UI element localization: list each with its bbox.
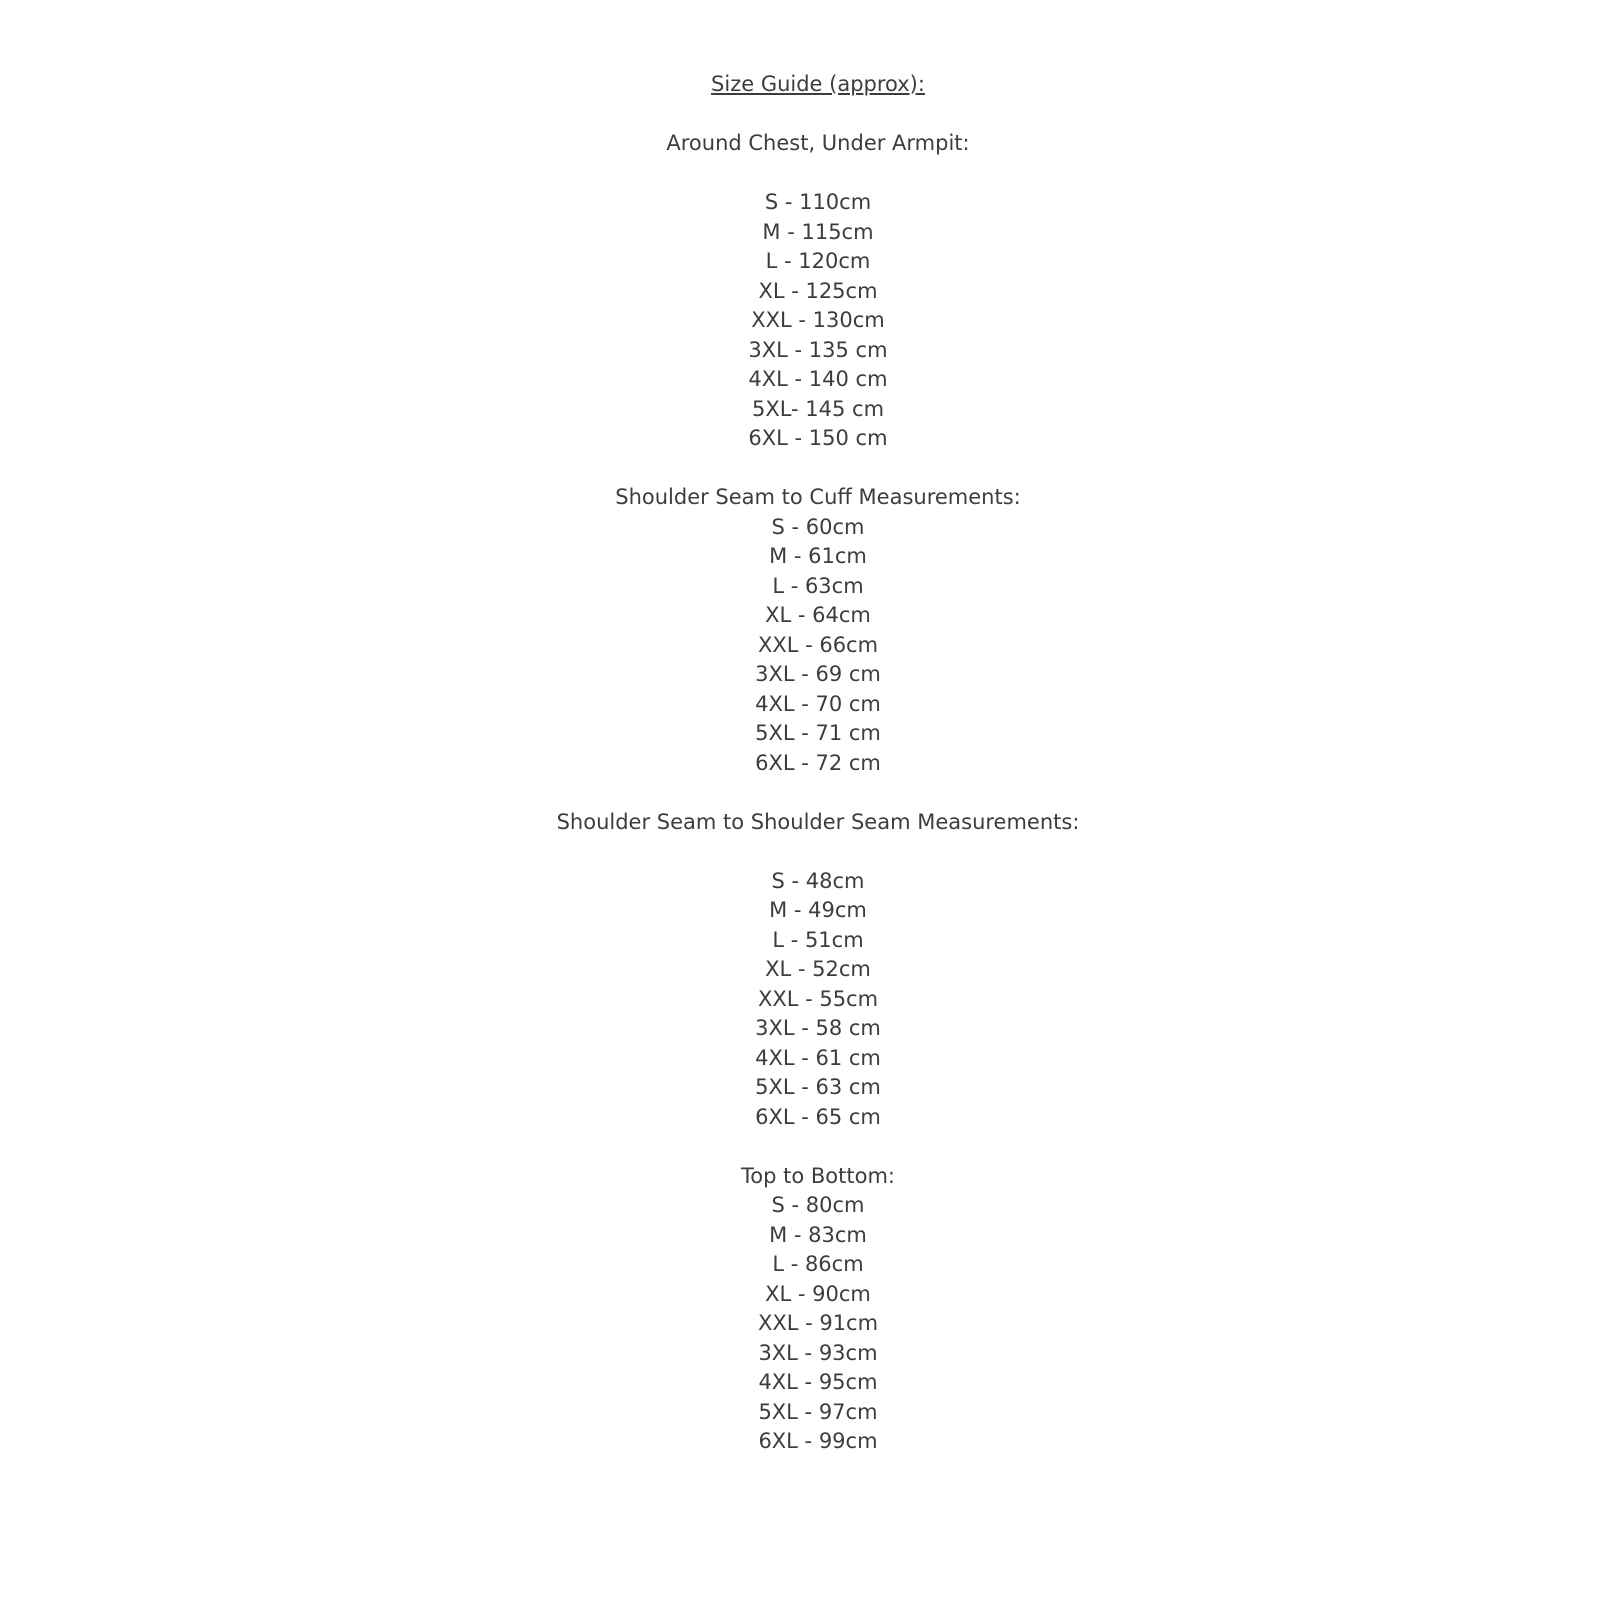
size-measurement-line: 6XL - 150 cm xyxy=(748,426,888,450)
size-measurement-line: XL - 64cm xyxy=(765,603,871,627)
size-measurement-line: 4XL - 70 cm xyxy=(755,691,881,716)
section-heading: Shoulder Seam to Cuff Measurements: xyxy=(615,485,1021,509)
size-measurement-line: M - 61cm xyxy=(769,544,867,568)
size-measurement-line: 3XL - 93cm xyxy=(758,1340,878,1365)
blank-line xyxy=(36,1132,1600,1162)
section-heading: Top to Bottom: xyxy=(741,1163,895,1188)
size-measurement-line: XL - 90cm xyxy=(765,1281,871,1306)
blank-line xyxy=(36,454,1600,484)
size-guide-sections xyxy=(36,129,1600,1457)
size-measurement-line: XL - 125cm xyxy=(758,278,878,303)
size-measurement-line: 5XL - 97cm xyxy=(758,1399,878,1424)
size-guide-title: Size Guide (approx): xyxy=(711,72,925,96)
blank-line xyxy=(36,778,1600,808)
size-measurement-line: S - 48cm xyxy=(771,868,865,893)
size-measurement-line: 3XL - 135 cm xyxy=(748,337,888,362)
section-heading: Around Chest, Under Armpit: xyxy=(666,131,970,155)
size-measurement-line: S - 80cm xyxy=(771,1193,865,1217)
size-measurement-line: XXL - 66cm xyxy=(757,632,879,657)
size-measurement-line: L - 120cm xyxy=(765,249,871,273)
size-measurement-line: XXL - 91cm xyxy=(757,1311,879,1335)
size-measurement-line: 4XL - 140 cm xyxy=(748,367,888,391)
size-measurement-line: XL - 52cm xyxy=(765,957,871,981)
size-measurement-line: L - 63cm xyxy=(772,573,864,598)
size-measurement-line: M - 49cm xyxy=(769,898,867,922)
section-heading: Shoulder Seam to Shoulder Seam Measurements: xyxy=(556,809,1080,834)
size-measurement-line: 5XL - 71 cm xyxy=(755,721,881,745)
size-measurement-line: 4XL - 95cm xyxy=(758,1370,878,1394)
size-measurement-line: L - 51cm xyxy=(772,927,864,952)
size-measurement-line: S - 110cm xyxy=(764,190,872,214)
blank-line xyxy=(36,159,1600,189)
blank-line xyxy=(36,100,1600,130)
blank-line xyxy=(36,837,1600,867)
size-measurement-line: 4XL - 61 cm xyxy=(755,1045,881,1070)
size-measurement-line: M - 83cm xyxy=(769,1222,867,1247)
size-measurement-line: 6XL - 99cm xyxy=(758,1429,878,1453)
size-measurement-line: 6XL - 72 cm xyxy=(755,750,881,775)
size-measurement-line: L - 86cm xyxy=(772,1252,864,1276)
size-measurement-line: 3XL - 69 cm xyxy=(755,662,881,686)
size-measurement-line: M - 115cm xyxy=(762,219,874,244)
size-measurement-line: 5XL - 63 cm xyxy=(755,1075,881,1099)
size-measurement-line: 6XL - 65 cm xyxy=(755,1104,881,1129)
size-measurement-line: 3XL - 58 cm xyxy=(755,1016,881,1040)
size-measurement-line: XXL - 55cm xyxy=(757,986,879,1011)
size-measurement-line: 5XL- 145 cm xyxy=(751,396,885,421)
size-measurement-line: S - 60cm xyxy=(771,514,865,539)
size-measurement-line: XXL - 130cm xyxy=(751,308,885,332)
